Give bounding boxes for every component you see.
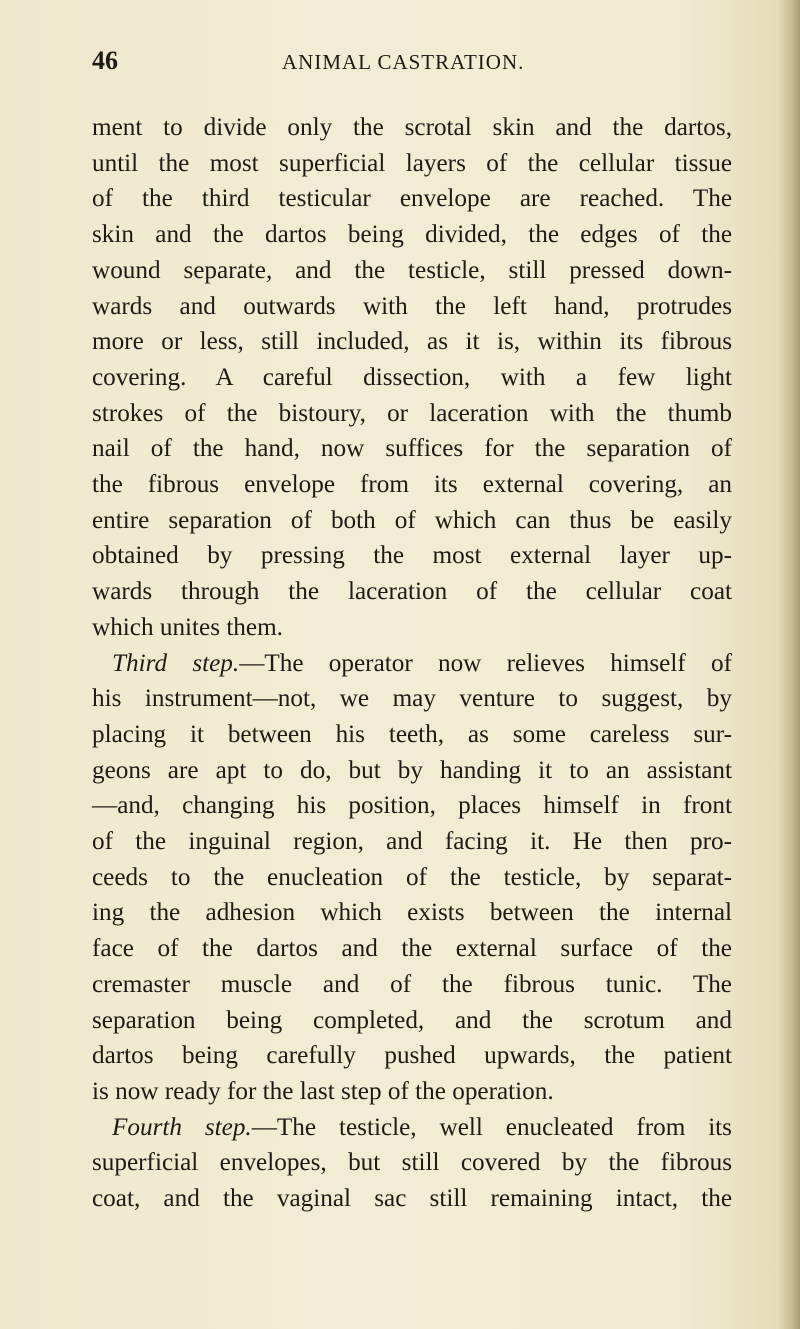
text-line-with-heading [92,1110,732,1146]
section-heading: Third step. [112,649,240,677]
text-line: skin and the dartos being divided, the edges of the [92,221,732,249]
text-line: superficial envelopes, but still covered by the fibrous [92,1149,732,1177]
text-line: placing it between his teeth, as some careless sur- [92,720,732,748]
text-line: covering. A careful dissection, with a few light [92,363,732,391]
text-line: until the most superficial layers of the cellular tissue [92,149,732,177]
text-line: of the third testicular envelope are reached. The [92,185,732,213]
text-line: geons are apt to do, but by handing it to an assistant [92,756,732,784]
text-line: cremaster muscle and of the fibrous tunic. The [92,970,732,998]
text-line: separation being completed, and the scrotum and [92,1006,732,1034]
text-line: ceeds to the enucleation of the testicle, by separat- [92,863,732,891]
text-line: the fibrous envelope from its external covering, an [92,471,732,499]
text-line: obtained by pressing the most external layer up- [92,542,732,570]
text-line: ing the adhesion which exists between the internal [92,899,732,927]
text-line: wards and outwards with the left hand, protrudes [92,292,732,320]
text-line: wards through the laceration of the cellular coat [92,578,732,606]
running-head: ANIMAL CASTRATION. [282,50,525,74]
text-line: is now ready for the last step of the operation. [92,1077,554,1105]
text-line: face of the dartos and the external surface of the [92,935,732,963]
page-number: 46 [92,46,118,75]
text-line: of the inguinal region, and facing it. He then pro- [92,828,732,856]
text-line: ment to divide only the scrotal skin and the dartos, [92,114,732,141]
text-line-with-heading [92,646,732,682]
text-line: dartos being carefully pushed upwards, the patient [92,1042,732,1070]
text-line: wound separate, and the testicle, still pressed down- [92,256,732,284]
section-heading: Fourth step. [112,1113,252,1141]
text-line: —The operator now relieves himself of [239,649,732,677]
text-line: —The testicle, well enucleated from its [251,1113,732,1141]
text-line: coat, and the vaginal sac still remaining intact, the [92,1185,732,1213]
text-line: entire separation of both of which can thus be easily [92,506,732,534]
body-text [92,110,732,1217]
page-header [92,46,732,82]
page-edge-shadow [778,0,800,1329]
text-line: strokes of the bistoury, or laceration with the thumb [92,399,732,427]
text-line: which unites them. [92,613,283,641]
text-line: his instrument—not, we may venture to suggest, by [92,685,732,713]
text-line: more or less, still included, as it is, within its fibrous [92,328,732,356]
text-line: nail of the hand, now suffices for the separation of [92,435,732,463]
text-line: —and, changing his position, places himself in front [92,792,732,820]
